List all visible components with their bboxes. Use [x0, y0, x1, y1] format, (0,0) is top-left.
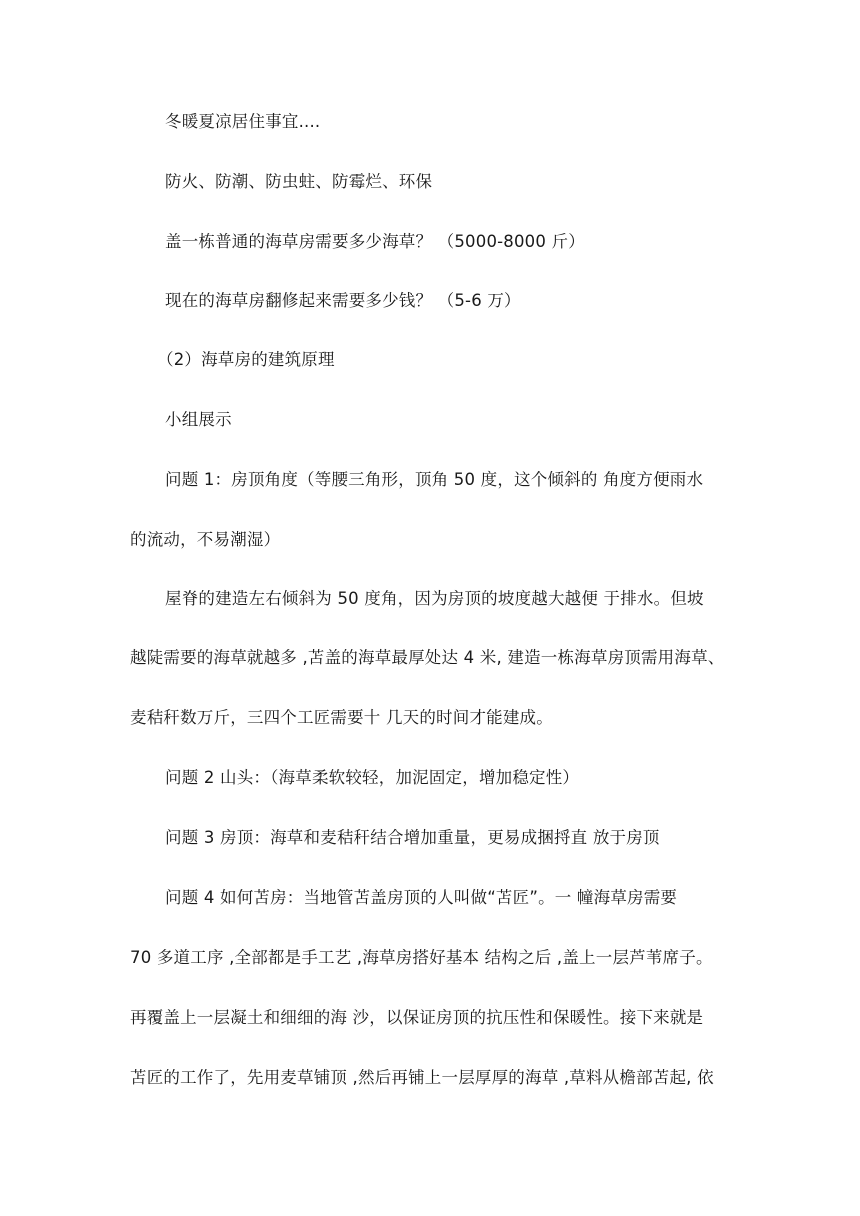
text-line: 问题 4 如何苫房：当地管苫盖房顶的人叫做“苫匠”。一 幢海草房需要	[165, 888, 678, 907]
text-line: 苫匠的工作了，先用麦草铺顶 ,然后再铺上一层厚厚的海草 ,草料从檐部苫起, 依	[130, 1068, 714, 1087]
text-line: 的流动，不易潮湿）	[130, 530, 281, 549]
section-heading: （2）海草房的建筑原理	[157, 350, 335, 369]
text-line: 现在的海草房翻修起来需要多少钱？ （5-6 万）	[165, 291, 521, 310]
text-line: 小组展示	[165, 410, 232, 429]
text-line: 麦秸秆数万斤，三四个工匠需要十 几天的时间才能建成。	[130, 708, 553, 727]
text-line: 问题 2 山头：（海草柔软较轻，加泥固定，增加稳定性）	[165, 768, 580, 787]
text-line: 再覆盖上一层凝土和细细的海 沙，以保证房顶的抗压性和保暖性。接下来就是	[130, 1008, 704, 1027]
text-line: 问题 3 房顶：海草和麦秸秆结合增加重量，更易成捆捋直 放于房顶	[165, 828, 660, 847]
text-line: 问题 1：房顶角度（等腰三角形，顶角 50 度，这个倾斜的 角度方便雨水	[165, 470, 704, 489]
text-line: 屋脊的建造左右倾斜为 50 度角，因为房顶的坡度越大越便 于排水。但坡	[165, 589, 704, 608]
text-line: 越陡需要的海草就越多 ,苫盖的海草最厚处达 4 米, 建造一栋海草房顶需用海草、	[130, 648, 725, 667]
text-line: 冬暖夏凉居住事宜....	[165, 112, 321, 131]
text-line: 70 多道工序 ,全部都是手工艺 ,海草房搭好基本 结构之后 ,盖上一层芦苇席子。	[130, 948, 713, 967]
text-line: 防火、防潮、防虫蛀、防霉烂、环保	[165, 172, 433, 191]
text-line: 盖一栋普通的海草房需要多少海草？ （5000-8000 斤）	[165, 232, 585, 251]
